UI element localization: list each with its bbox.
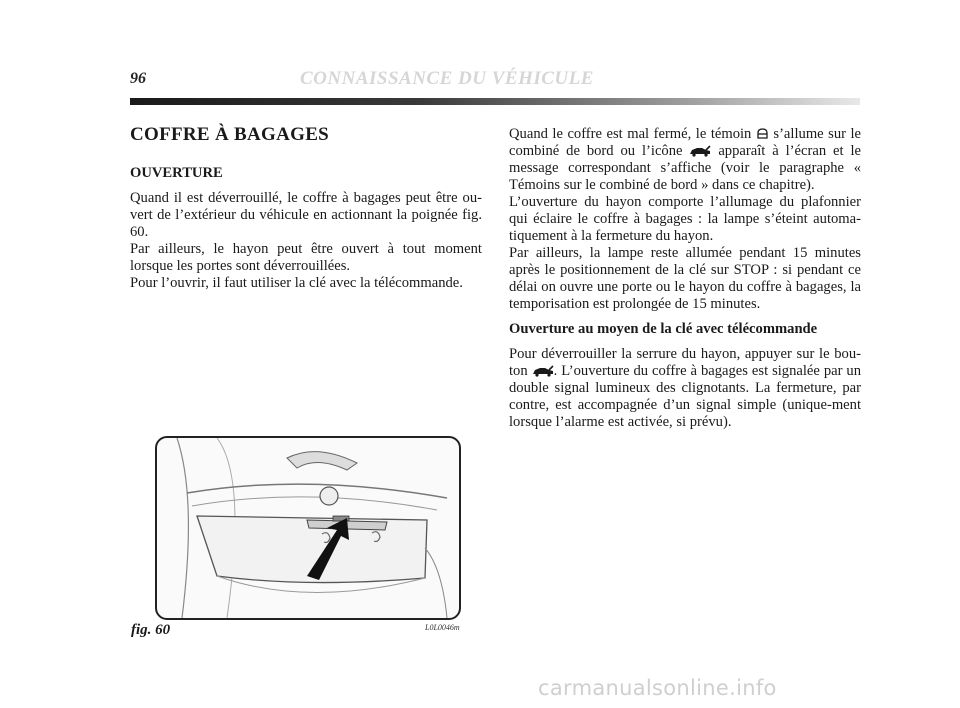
running-title: CONNAISSANCE DU VÉHICULE <box>300 68 594 89</box>
paragraph: Pour l’ouvrir, il faut utiliser la clé avec la télécommande. <box>130 275 463 291</box>
paragraph: L’ouverture du hayon comporte l’allumage du plafonnier qui éclaire le coffre à bagages : la lampe s’éteint automa-tiquement à la fermeture du hayon. <box>509 194 861 244</box>
subheading-key: Ouverture au moyen de la clé avec télécommande <box>509 321 818 337</box>
text-span: Pour déverrouiller la serrure du hayon, appuyer sur le bou-ton <box>509 346 861 379</box>
header-rule <box>130 98 860 105</box>
figure-caption: fig. 60 <box>131 622 171 638</box>
car-boot-open-icon <box>532 365 554 377</box>
page-number: 96 <box>130 70 146 87</box>
figure-code: L0L0046m <box>425 623 460 632</box>
text-span: apparaît à l’écran et le message correspondant s’affiche (voir le paragraphe « Témoins sur le combiné de bord » dans ce chapitre). <box>509 143 861 193</box>
paragraph: Par ailleurs, la lampe reste allumée pendant 15 minutes après le positionnement de la clé sur STOP : si pendant ce délai on ouvre une porte ou le hayon du coffre à bagages, la temporisation est prolongée de 15 minutes. <box>509 245 861 312</box>
paragraph-key <box>509 346 861 431</box>
paragraph-warning <box>509 126 861 194</box>
text-span: s’allume sur le combiné de bord ou l’icône <box>509 126 862 159</box>
car-boot-open-icon <box>689 145 711 157</box>
boot-open-warning-icon <box>756 127 769 140</box>
text-span: . L’ouverture du coffre à bagages est signalée par un double signal lumineux des clignotants. La fermeture, par contre, est accompagnée d’un signal simple (unique-ment lorsque l’alarme est activée, si prévu). <box>509 363 861 430</box>
section-title: COFFRE À BAGAGES <box>130 124 330 145</box>
paragraph: Quand il est déverrouillé, le coffre à bagages peut être ou-vert de l’extérieur du véhicule en actionnant la poignée fig. 60. <box>130 190 482 240</box>
tailgate-illustration <box>157 438 459 618</box>
watermark: carmanualsonline.info <box>538 676 777 700</box>
left-column <box>130 126 482 292</box>
paragraph: Par ailleurs, le hayon peut être ouvert à tout moment lorsque les portes sont déverrouillées. <box>130 241 482 274</box>
subheading-ouverture: OUVERTURE <box>130 165 223 181</box>
right-column <box>509 126 861 431</box>
text-span: Quand le coffre est mal fermé, le témoin <box>509 126 752 142</box>
figure-60-image <box>155 436 461 620</box>
